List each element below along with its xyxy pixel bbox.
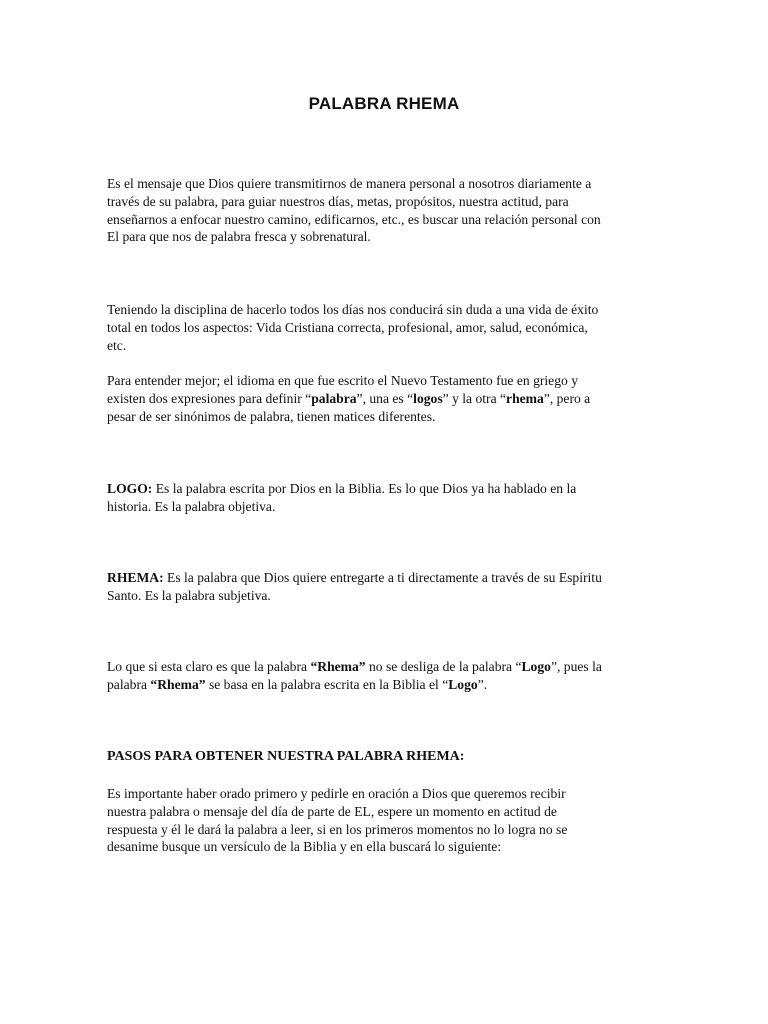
text-run: existen dos expresiones para definir “ xyxy=(107,390,312,406)
text-line: Teniendo la disciplina de hacerlo todos los días nos conducirá sin duda a una vida de éxito xyxy=(107,302,599,317)
section-heading: PASOS PARA OBTENER NUESTRA PALABRA RHEMA: xyxy=(107,749,465,764)
document-title: PALABRA RHEMA xyxy=(308,94,460,113)
text-line: El para que nos de palabra fresca y sobrenatural. xyxy=(107,229,371,245)
text-line: través de su palabra, para guiar nuestros días, metas, propósitos, nuestra actitud, para xyxy=(107,193,569,209)
bold-word-logo: Logo xyxy=(448,676,478,692)
term-rhema: RHEMA: xyxy=(107,570,164,585)
text-run: no se desliga de la palabra “ xyxy=(365,659,522,674)
text-line: total en todos los aspectos: Vida Cristiana correcta, profesional, amor, salud, económica, xyxy=(107,319,588,335)
logo-definition xyxy=(107,480,667,516)
text-line: desanime busque un versículo de la Biblia y en ella buscará lo siguiente: xyxy=(107,839,502,855)
text-line: nuestra palabra o mensaje del día de parte de EL, espere un momento en actitud de xyxy=(107,803,557,819)
bold-word-rhema: “Rhema” xyxy=(150,676,206,692)
text-line: etc. xyxy=(107,337,127,353)
text-line xyxy=(107,569,667,587)
text-line: Es el mensaje que Dios quiere transmitirnos de manera personal a nosotros diariamente a xyxy=(107,176,592,191)
bold-word-palabra: palabra xyxy=(311,390,357,406)
bold-word-logo: Logo xyxy=(521,659,551,674)
text-line: respuesta y él le dará la palabra a leer, si en los primeros momentos no lo logra no se xyxy=(107,821,568,837)
text-run: Es la palabra que Dios quiere entregarte a ti directamente a través de su Espíritu xyxy=(163,570,602,585)
text-line: Es importante haber orado primero y pedirle en oración a Dios que queremos recibir xyxy=(107,786,566,801)
greek-paragraph xyxy=(107,372,667,425)
conclusion-paragraph xyxy=(107,658,667,694)
bold-word-rhema: rhema xyxy=(506,390,544,406)
text-line: historia. Es la palabra objetiva. xyxy=(107,498,276,514)
text-line xyxy=(107,676,667,694)
text-run: ” y la otra “ xyxy=(442,390,507,406)
text-run: ”, pero a xyxy=(543,390,591,406)
bold-word-logos: logos xyxy=(413,390,443,406)
discipline-paragraph xyxy=(107,301,667,354)
text-line: Para entender mejor; el idioma en que fue escrito el Nuevo Testamento fue en griego y xyxy=(107,373,579,388)
steps-paragraph xyxy=(107,785,667,856)
text-run: ”, una es “ xyxy=(356,390,414,406)
intro-paragraph xyxy=(107,175,667,246)
text-run: palabra xyxy=(107,676,151,692)
text-run: se basa en la palabra escrita en la Biblia el “ xyxy=(205,676,449,692)
term-logo: LOGO: xyxy=(107,481,153,496)
text-line xyxy=(107,390,667,408)
text-run: ”, pues la xyxy=(550,659,602,674)
text-line: Santo. Es la palabra subjetiva. xyxy=(107,587,271,603)
text-line xyxy=(107,480,667,498)
text-line xyxy=(107,658,667,676)
bold-word-rhema: “Rhema” xyxy=(310,659,366,674)
text-run: Es la palabra escrita por Dios en la Biblia. Es lo que Dios ya ha hablado en la xyxy=(152,481,577,496)
text-run: Lo que si esta claro es que la palabra xyxy=(107,659,311,674)
text-run: ”. xyxy=(477,676,488,692)
text-line: enseñarnos a enfocar nuestro camino, edificarnos, etc., es buscar una relación personal con xyxy=(107,211,601,227)
text-line: pesar de ser sinónimos de palabra, tienen matices diferentes. xyxy=(107,408,436,424)
rhema-definition xyxy=(107,569,667,605)
